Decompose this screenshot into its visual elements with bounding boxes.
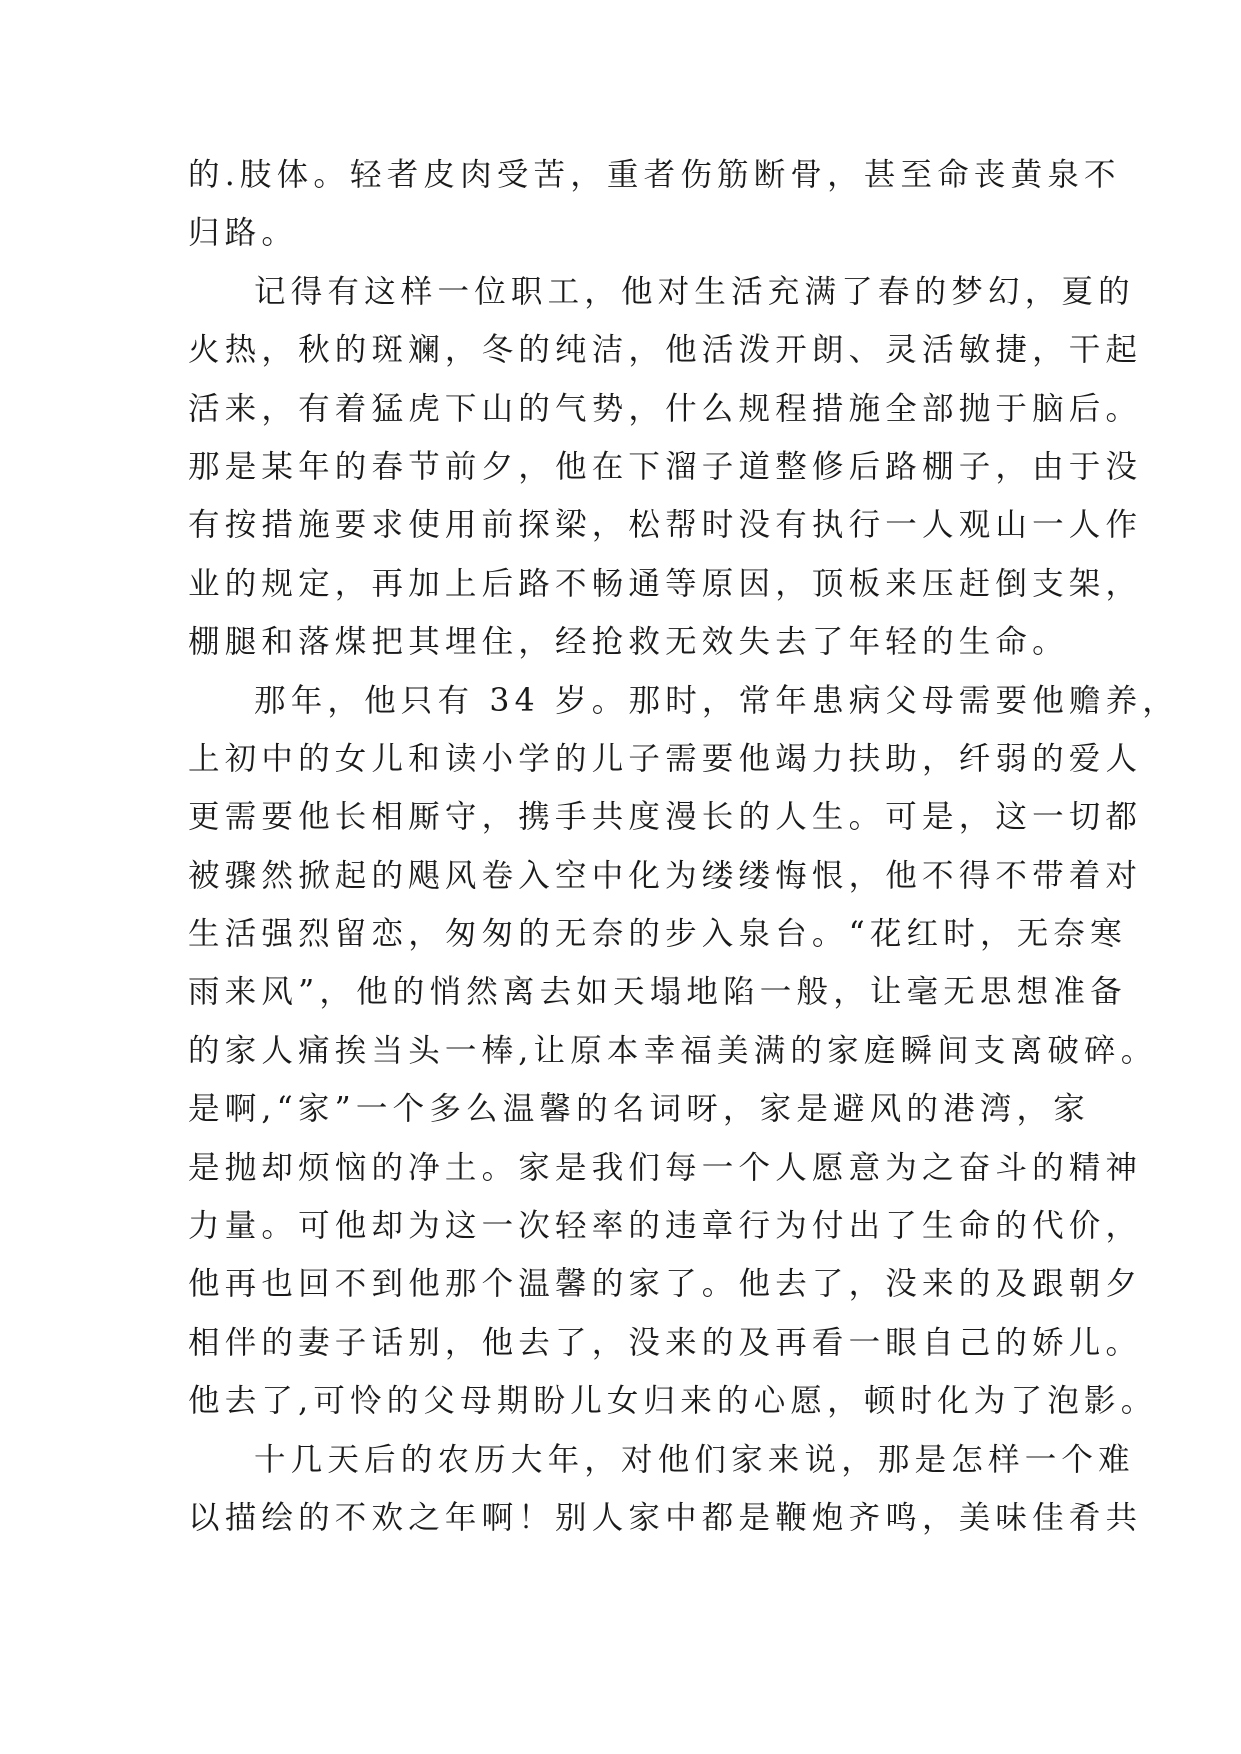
text-line: 业的规定，再加上后路不畅通等原因，顶板来压赶倒支架，: [188, 565, 1143, 602]
text-line: 力量。可他却为这一次轻率的违章行为付出了生命的代价，: [188, 1208, 1143, 1245]
text-line: 更需要他长相厮守，携手共度漫长的人生。可是，这一切都: [188, 799, 1143, 836]
text-line: 的家人痛挨当头一棒,让原本幸福美满的家庭瞬间支离破碎。: [188, 1032, 1158, 1069]
text-line: 的.肢体。轻者皮肉受苦，重者伤筋断骨，甚至命丧黄泉不: [188, 157, 1121, 193]
text-line: 他去了,可怜的父母期盼儿女归来的心愿，顿时化为了泡影。: [188, 1383, 1158, 1420]
text-line: 生活强烈留恋，匆匆的无奈的步入泉台。“花红时，无奈寒: [188, 916, 1127, 953]
paragraph: [188, 672, 1180, 1431]
paragraph: [188, 1431, 1143, 1548]
text-line: 雨来风”，他的悄然离去如天塌地陷一般，让毫无思想准备: [188, 974, 1127, 1011]
text-line: 记得有这样一位职工，他对生活充满了春的梦幻，夏的: [254, 273, 1135, 310]
text-line: 是啊,“家”一个多么温馨的名词呀，家是避风的港湾，家: [188, 1091, 1090, 1128]
text-line: 那是某年的春节前夕，他在下溜子道整修后路棚子，由于没: [188, 448, 1143, 485]
paragraph: [188, 146, 1121, 263]
text-line: 他再也回不到他那个温馨的家了。他去了，没来的及跟朝夕: [188, 1266, 1143, 1303]
text-line: 上初中的女儿和读小学的儿子需要他竭力扶助，纤弱的爱人: [188, 740, 1143, 777]
text-line: 活来，有着猛虎下山的气势，什么规程措施全部抛于脑后。: [188, 390, 1143, 427]
text-line: 是抛却烦恼的净土。家是我们每一个人愿意为之奋斗的精神: [188, 1149, 1143, 1186]
paragraph: [188, 263, 1143, 672]
text-line: 被骤然掀起的飓风卷入空中化为缕缕悔恨，他不得不带着对: [188, 857, 1143, 894]
text-line: 以描绘的不欢之年啊！别人家中都是鞭炮齐鸣，美味佳肴共: [188, 1499, 1143, 1536]
text-line: 那年，他只有 34 岁。那时，常年患病父母需要他赡养，: [254, 682, 1180, 719]
text-line: 有按措施要求使用前探梁，松帮时没有执行一人观山一人作: [188, 507, 1143, 544]
text-line: 棚腿和落煤把其埋住，经抢救无效失去了年轻的生命。: [188, 624, 1069, 661]
text-line: 归路。: [188, 215, 299, 252]
text-line: 相伴的妻子话别，他去了，没来的及再看一眼自己的娇儿。: [188, 1324, 1143, 1361]
text-line: 火热，秋的斑斓，冬的纯洁，他活泼开朗、灵活敏捷，干起: [188, 332, 1143, 369]
text-line: 十几天后的农历大年，对他们家来说，那是怎样一个难: [254, 1441, 1135, 1478]
body-text: [188, 146, 1180, 1547]
